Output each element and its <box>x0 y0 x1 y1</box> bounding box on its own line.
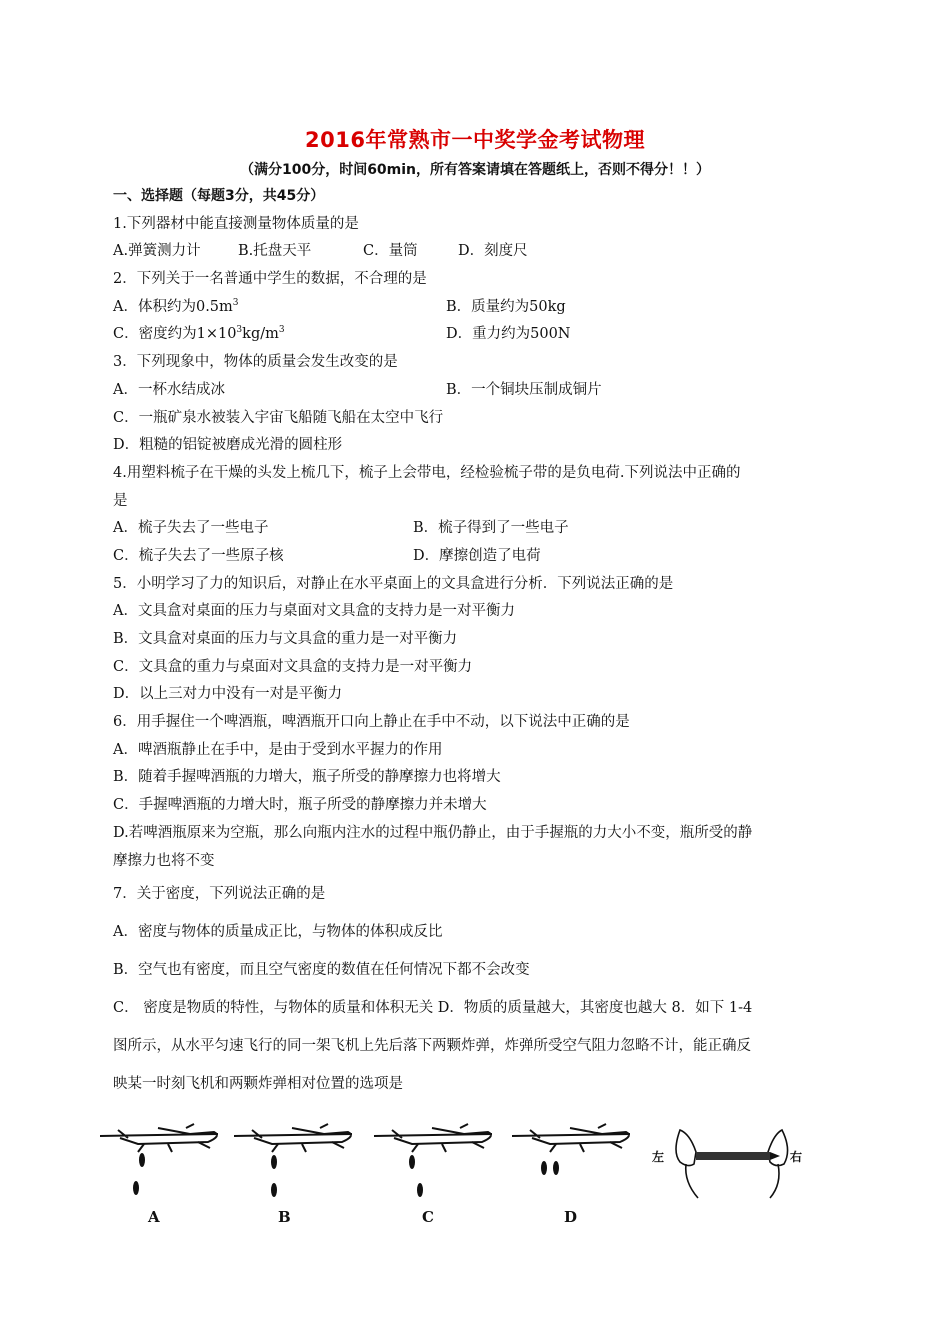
airplane-bomb-icon <box>510 1122 640 1202</box>
q5-option-c: C．文具盒的重力与桌面对文具盒的支持力是一对平衡力 <box>113 658 473 675</box>
q3-option-b: B．一个铜块压制成铜片 <box>446 381 602 398</box>
question-2-stem: 2．下列关于一名普通中学生的数据，不合理的是 <box>113 271 427 288</box>
figure-c <box>372 1122 502 1232</box>
question-4-options-cd <box>113 543 843 571</box>
q2-option-d: D．重力约为500N <box>446 326 571 343</box>
question-7-stem: 7．关于密度，下列说法正确的是 <box>113 886 326 903</box>
q6-option-d-line1: D.若啤酒瓶原来为空瓶，那么向瓶内注水的过程中瓶仍静止，由于手握瓶的力大小不变，瓶所受的静 <box>113 824 753 841</box>
figure-a <box>98 1122 228 1232</box>
q2-option-c <box>113 321 446 349</box>
question-8-line2: 图所示，从水平匀速飞行的同一架飞机上先后落下两颗炸弹，炸弹所受空气阻力忽略不计，能正确反 <box>113 1038 751 1055</box>
q7-option-b: B．空气也有密度，而且空气密度的数值在任何情况下都不会改变 <box>113 962 530 979</box>
airplane-bomb-icon <box>98 1122 228 1202</box>
q4-option-a: A．梳子失去了一些电子 <box>113 520 269 537</box>
question-4-stem-line2: 是 <box>113 492 128 509</box>
question-1-stem: 1.下列器材中能直接测量物体质量的是 <box>113 215 359 232</box>
q7-option-cd-q8-line1: C． 密度是物质的特性，与物体的质量和体积无关 D．物质的质量越大，其密度也越大 8．如下 1-4 <box>113 1000 753 1017</box>
q2-option-c-sup1: 3 <box>236 325 243 336</box>
hand-right-label: 右 <box>790 1150 803 1164</box>
q2-option-a-sup: 3 <box>232 297 239 308</box>
q1-option-a: A.弹簧测力计 <box>113 243 201 260</box>
question-8-figures <box>90 1122 810 1232</box>
q2-option-c-sup2: 3 <box>278 325 285 336</box>
question-2-options-ab <box>113 294 843 322</box>
q2-option-a-text: A．体积约为0.5m <box>113 298 233 315</box>
q2-option-c-text: C．密度约为1×10 <box>113 326 237 343</box>
question-body <box>113 183 843 1103</box>
figure-b-label: B <box>278 1208 291 1226</box>
figure-d-label: D <box>564 1208 578 1226</box>
figure-c-label: C <box>422 1208 434 1226</box>
q6-option-d-line2: 摩擦力也将不变 <box>113 852 215 869</box>
q2-option-b: B．质量约为50kg <box>446 298 566 315</box>
q6-option-a: A．啤酒瓶静止在手中，是由于受到水平握力的作用 <box>113 741 443 758</box>
q5-option-b: B．文具盒对桌面的压力与文具盒的重力是一对平衡力 <box>113 631 458 647</box>
q7-option-a: A．密度与物体的质量成正比，与物体的体积成反比 <box>113 924 443 941</box>
section-heading: 一、选择题（每题3分，共45分） <box>113 188 325 204</box>
q4-option-d: D．摩擦创造了电荷 <box>413 547 541 564</box>
question-5-stem: 5．小明学习了力的知识后，对静止在水平桌面上的文具盒进行分析．下列说法正确的是 <box>113 575 674 592</box>
airplane-bomb-icon <box>372 1122 502 1202</box>
q1-option-b: B.托盘天平 <box>238 243 312 260</box>
question-2-options-cd <box>113 321 843 349</box>
hands-pencil-figure <box>650 1122 820 1202</box>
question-8-line3: 映某一时刻飞机和两颗炸弹相对位置的选项是 <box>113 1076 403 1093</box>
q1-option-c: C．量筒 <box>363 243 418 260</box>
figure-d <box>510 1122 640 1232</box>
q2-option-c-unit: kg/m <box>242 326 279 343</box>
q3-option-d: D．粗糙的铝锭被磨成光滑的圆柱形 <box>113 437 343 454</box>
question-3-stem: 3．下列现象中，物体的质量会发生改变的是 <box>113 354 398 371</box>
figure-a-label: A <box>148 1208 160 1226</box>
page-title: 2016年常熟市一中奖学金考试物理 <box>305 128 645 152</box>
hand-left-label: 左 <box>652 1150 665 1164</box>
q5-option-a: A．文具盒对桌面的压力与桌面对文具盒的支持力是一对平衡力 <box>113 603 515 620</box>
question-4-options-ab <box>113 515 843 543</box>
q3-option-c: C．一瓶矿泉水被装入宇宙飞船随飞船在太空中飞行 <box>113 409 444 426</box>
q6-option-b: B．随着手握啤酒瓶的力增大，瓶子所受的静摩擦力也将增大 <box>113 769 501 786</box>
page-subtitle: （满分100分，时间60min，所有答案请填在答题纸上，否则不得分！！） <box>239 162 711 178</box>
q4-option-b: B．梳子得到了一些电子 <box>413 520 569 537</box>
figure-b <box>232 1122 362 1232</box>
question-3-options-ab <box>113 377 843 405</box>
q2-option-a <box>113 294 446 322</box>
question-1-options <box>113 238 843 266</box>
q1-option-d: D．刻度尺 <box>458 243 528 260</box>
question-4-stem-line1: 4.用塑料梳子在干燥的头发上梳几下，梳子上会带电，经检验梳子带的是负电荷.下列说法中正确的 <box>113 464 741 481</box>
q4-option-c: C．梳子失去了一些原子核 <box>113 547 284 564</box>
q5-option-d: D．以上三对力中没有一对是平衡力 <box>113 686 343 703</box>
airplane-bomb-icon <box>232 1122 362 1202</box>
q3-option-a: A．一杯水结成冰 <box>113 381 225 398</box>
q6-option-c: C．手握啤酒瓶的力增大时，瓶子所受的静摩擦力并未增大 <box>113 797 487 814</box>
question-6-stem: 6．用手握住一个啤酒瓶，啤酒瓶开口向上静止在手中不动，以下说法中正确的是 <box>113 714 630 731</box>
